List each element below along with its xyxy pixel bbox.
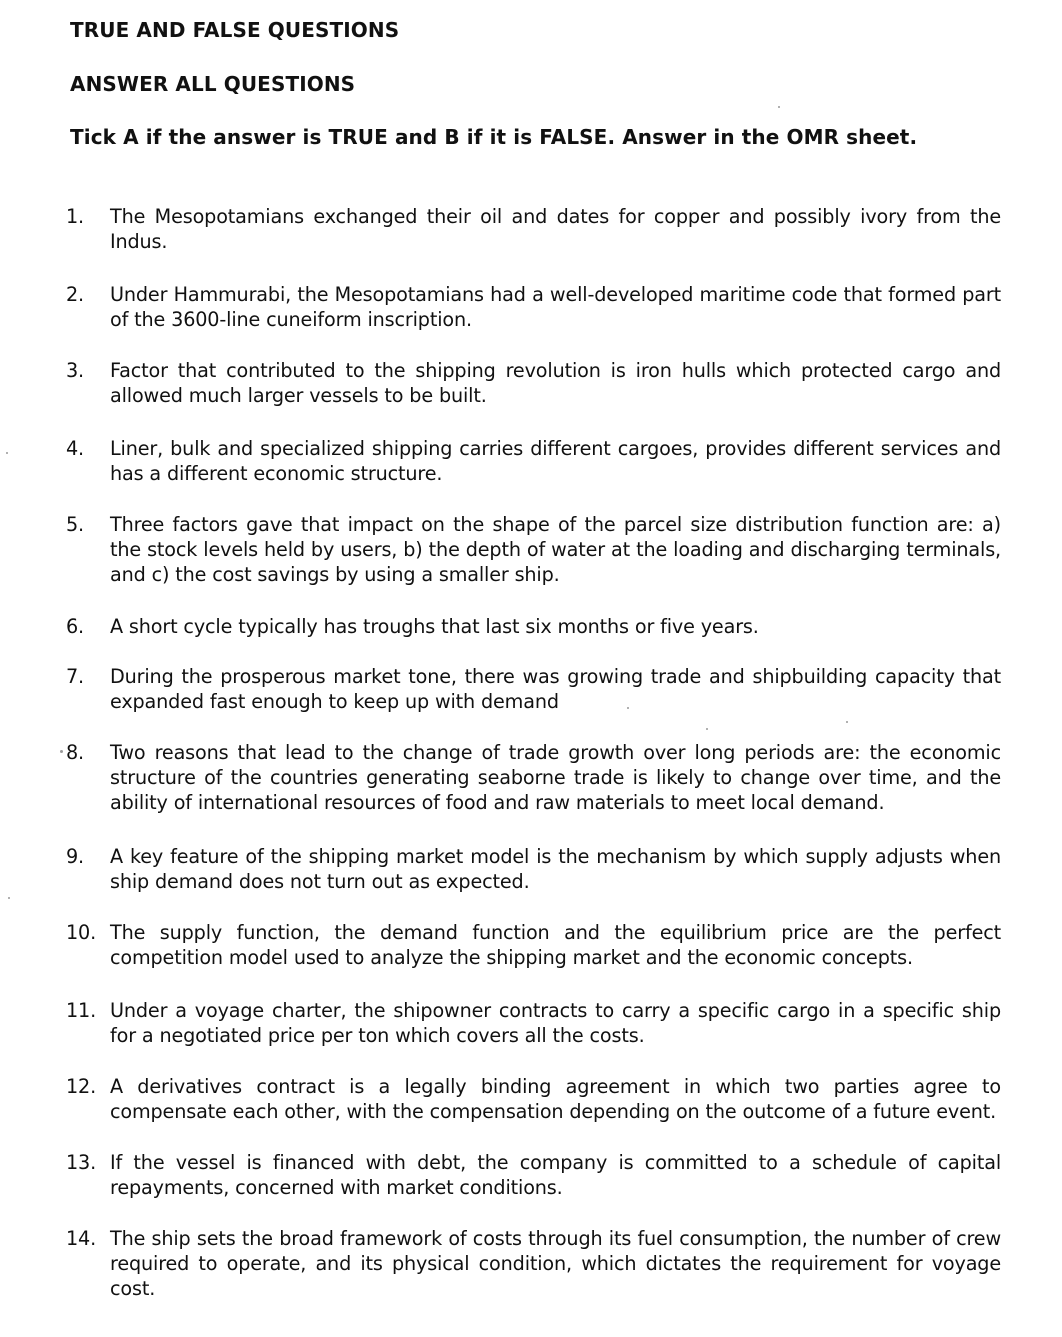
question-number: 3. (66, 359, 85, 382)
scan-speck (8, 897, 10, 899)
question-text: Three factors gave that impact on the shape of the parcel size distribution function are: a) the stock levels held by users, b) the depth of water at the loading and discharging terminals, and c) the cost savings by using a smaller ship. (110, 513, 1001, 586)
question-item (66, 282, 1001, 332)
question-item (66, 740, 1001, 815)
question-item (66, 204, 1001, 254)
scan-speck (778, 106, 780, 108)
question-text: The supply function, the demand function and the equilibrium price are the perfect competition model used to analyze the shipping market and the economic concepts. (110, 921, 1001, 969)
question-text: A derivatives contract is a legally binding agreement in which two parties agree to compensate each other, with the compensation depending on the outcome of a future event. (110, 1075, 1001, 1123)
instruction-heading: ANSWER ALL QUESTIONS (70, 72, 356, 96)
question-item (66, 664, 1001, 714)
question-text: The Mesopotamians exchanged their oil and dates for copper and possibly ivory from the Indus. (110, 205, 1001, 253)
answer-instruction: Tick A if the answer is TRUE and B if it is FALSE. Answer in the OMR sheet. (70, 125, 918, 149)
scan-speck (846, 721, 848, 723)
question-number: 10. (66, 921, 97, 944)
question-number: 14. (66, 1227, 97, 1250)
question-text: A key feature of the shipping market model is the mechanism by which supply adjusts when ship demand does not turn out as expected. (110, 845, 1001, 893)
question-item (66, 998, 1001, 1048)
question-item (66, 844, 1001, 894)
section-title: TRUE AND FALSE QUESTIONS (70, 18, 400, 42)
question-text: Factor that contributed to the shipping revolution is iron hulls which protected cargo and allowed much larger vessels to be built. (110, 359, 1001, 407)
question-number: 2. (66, 283, 85, 306)
question-text: If the vessel is financed with debt, the company is committed to a schedule of capital repayments, concerned with market conditions. (110, 1151, 1001, 1199)
question-text: Two reasons that lead to the change of trade growth over long periods are: the economic structure of the countries generating seaborne trade is likely to change over time, and the ability of international resources of food and raw materials to meet local demand. (110, 741, 1001, 814)
question-number: 8. (66, 741, 85, 764)
question-item (66, 1074, 1001, 1124)
question-text: Under a voyage charter, the shipowner contracts to carry a specific cargo in a specific ship for a negotiated price per ton which covers all the costs. (110, 999, 1001, 1047)
question-text: Liner, bulk and specialized shipping carries different cargoes, provides different services and has a different economic structure. (110, 437, 1001, 485)
question-number: 6. (66, 615, 85, 638)
scan-speck (706, 728, 708, 730)
question-number: 12. (66, 1075, 97, 1098)
scan-speck (627, 707, 629, 709)
question-text: The ship sets the broad framework of costs through its fuel consumption, the number of crew required to operate, and its physical condition, which dictates the requirement for voyage cost. (110, 1227, 1001, 1300)
question-text: During the prosperous market tone, there was growing trade and shipbuilding capacity that expanded fast enough to keep up with demand (110, 665, 1001, 713)
question-item (66, 614, 1001, 639)
question-item (66, 512, 1001, 587)
question-number: 4. (66, 437, 85, 460)
question-item (66, 436, 1001, 486)
question-number: 13. (66, 1151, 97, 1174)
question-item (66, 1226, 1001, 1301)
question-item (66, 1150, 1001, 1200)
question-number: 11. (66, 999, 97, 1022)
question-item (66, 920, 1001, 970)
question-number: 1. (66, 205, 85, 228)
scan-speck (6, 452, 8, 454)
question-number: 5. (66, 513, 85, 536)
question-number: 7. (66, 665, 85, 688)
question-text: A short cycle typically has troughs that last six months or five years. (110, 615, 759, 638)
question-text: Under Hammurabi, the Mesopotamians had a well-developed maritime code that formed part of the 3600-line cuneiform inscription. (110, 283, 1001, 331)
question-number: 9. (66, 845, 85, 868)
scan-speck (60, 750, 63, 753)
question-item (66, 358, 1001, 408)
